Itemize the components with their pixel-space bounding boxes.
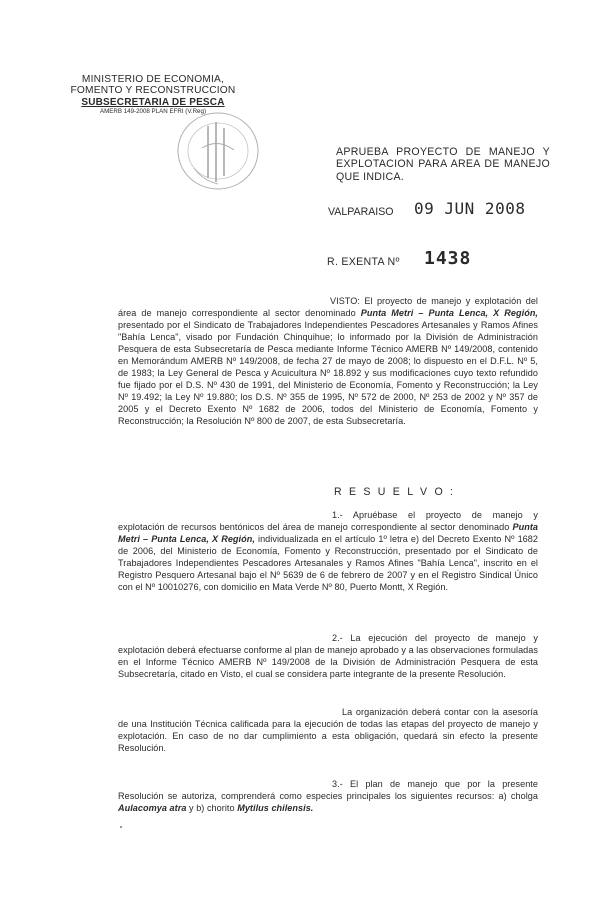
official-stamp-icon bbox=[172, 108, 264, 194]
species-2: Mytilus chilensis. bbox=[237, 803, 314, 814]
ministry-name: MINISTERIO DE ECONOMIA, bbox=[81, 74, 225, 85]
sector-name: Punta Metri – Punta Lenca, X Región, bbox=[360, 308, 539, 319]
reference-code: AMERB 149-2008 PLAN EFRI (V.Reg) bbox=[99, 108, 207, 116]
date-stamp: 09 JUN 2008 bbox=[414, 199, 526, 218]
resolution-number: 1438 bbox=[424, 248, 472, 269]
species-1: Aulacomya atra bbox=[118, 803, 187, 814]
article-1: 1.- Apruébase el proyecto de manejo y explotación de recursos bentónicos del área de manejo correspondiente al sector denominado Punta Metri – Punta Lenca, X Región, individualizada en el artículo 1º letra e) del Decreto Exento Nº 1682 de 2006, del Ministerio de Economía, Fomento y Reconstrucción, presentado por el Sindicato de Trabajadores Independientes Pescadores Artesanales y Ramos Afines "Bahía Lenca", inscrito en el Registro Pesquero Artesanal bajo el Nº 5639 de 6 de febrero de 2007 y en el Registro Sindical Único con el Nº 10010276, con domicilio en Mata Verde Nº 80, Puerto Montt, X Región. bbox=[118, 510, 539, 593]
document-title: APRUEBA PROYECTO DE MANEJO Y EXPLOTACION PARA AREA DE MANEJO QUE INDICA. bbox=[336, 146, 550, 183]
ministry-name-line2: FOMENTO Y RECONSTRUCCION bbox=[70, 85, 236, 97]
resuelvo-heading: R E S U E L V O : bbox=[334, 486, 456, 498]
paragraph-asesoria: La organización deberá contar con la asesoría de una Institución Técnica calificada para la ejecución de todas las etapas del proyecto de manejo y explotación. En caso de no dar cumplimiento a esta obligación, quedará sin efecto la presente Resolución. bbox=[118, 707, 538, 754]
resolution-label: R. EXENTA Nº bbox=[327, 256, 400, 268]
scan-mark bbox=[120, 826, 122, 828]
article-3: 3.- El plan de manejo que por la presente Resolución se autoriza, comprenderá como especies principales los siguientes recursos: a) cholga Aulacomya atra y b) chorito Mytilus chilensis. bbox=[118, 779, 538, 814]
sector-name-2: Punta Metri – Punta Lenca, X Región, bbox=[118, 522, 539, 545]
article-2: 2.- La ejecución del proyecto de manejo y explotación deberá efectuarse conforme al plan de manejo aprobado y a las observaciones formuladas en el Informe Técnico AMERB Nº 149/2008 de la División de Administración Pesquera de esta Subsecretaría, citado en Visto, el cual se considera parte integrante de la presente Resolución. bbox=[118, 633, 538, 680]
subsecretaria-name: SUBSECRETARIA DE PESCA bbox=[81, 96, 225, 108]
visto-paragraph: VISTO: El proyecto de manejo y explotación del área de manejo correspondiente al sector denominado Punta Metri – Punta Lenca, X Región, presentado por el Sindicato de Trabajadores Independientes Pescadores Artesanales y Ramos Afines "Bahía Lenca", visado por Fundación Chinquihue; lo informado por la División de Administración Pesquera de esta Subsecretaría de Pesca mediante Informe Técnico AMERB Nº 149/2008, contenido en Memorándum AMERB Nº 149/2008, de fecha 27 de mayo de 2008; lo dispuesto en el D.F.L. Nº 5, de 1983; la Ley General de Pesca y Acuicultura Nº 18.892 y sus modificaciones cuyo texto refundido fue fijado por el D.S. Nº 430 de 1991, del Ministerio de Economía, Fomento y Reconstrucción; la Ley Nº 19.492; la Ley Nº 19.880; los D.S. Nº 355 de 1995, Nº 572 de 2000, Nº 253 de 2002 y Nº 357 de 2005 y el Decreto Exento Nº 1682 de 2006, todos del Ministerio de Economía, Fomento y Reconstrucción; la Resolución Nº 800 de 2007, de esta Subsecretaría. bbox=[118, 296, 539, 427]
place-label: VALPARAISO bbox=[328, 206, 394, 218]
visto-label: VISTO: bbox=[330, 296, 360, 306]
